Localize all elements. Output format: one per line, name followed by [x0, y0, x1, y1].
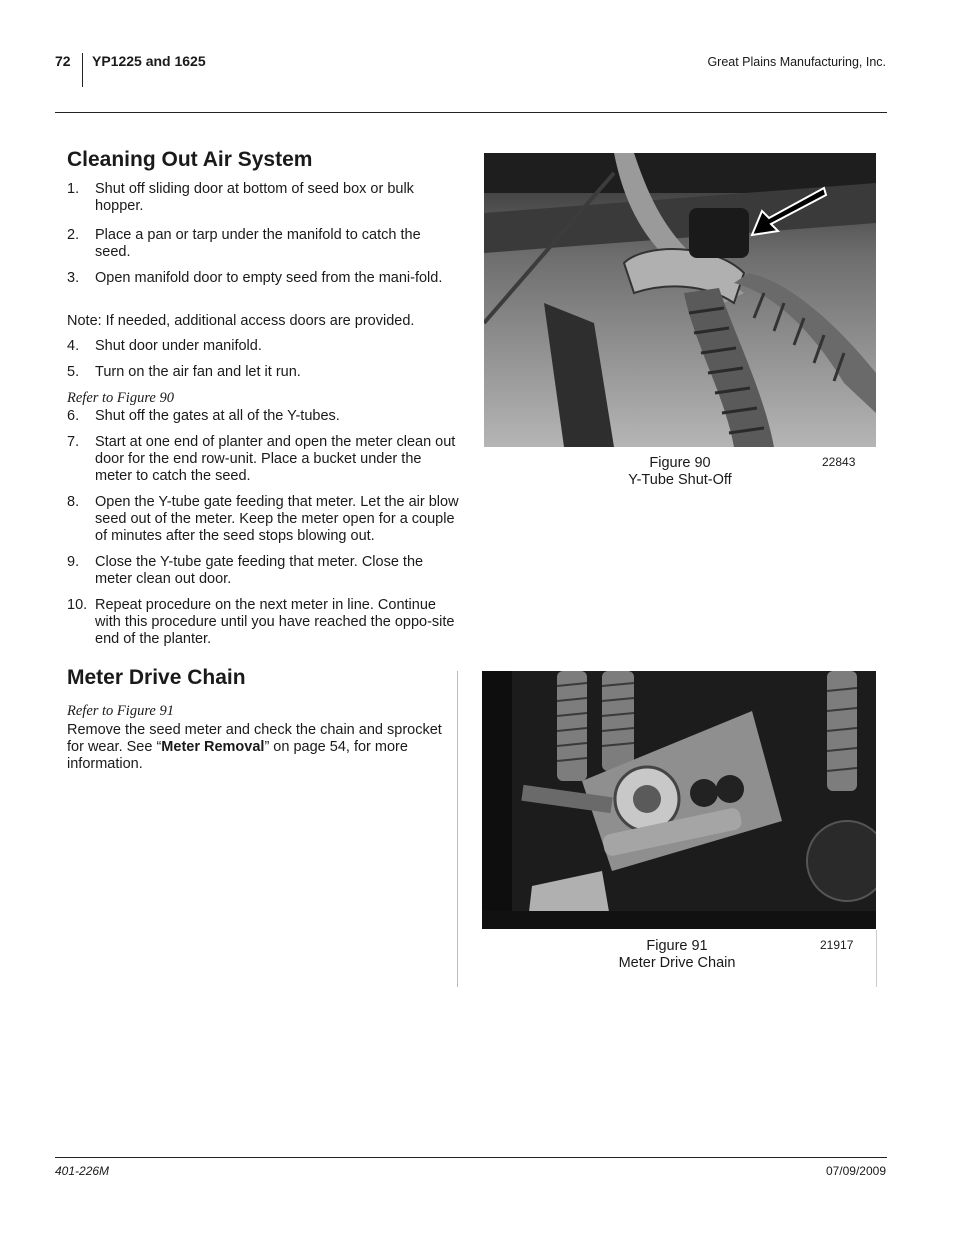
list-item — [67, 227, 459, 261]
list-item — [67, 554, 459, 588]
step-text: Shut off the gates at all of the Y-tubes. — [95, 408, 340, 424]
list-item — [67, 597, 459, 648]
figure-90-label: Figure 90 — [649, 455, 711, 471]
step-text: Place a pan or tarp under the manifold to catch the seed. — [95, 227, 421, 260]
step-number: 5. — [67, 364, 80, 380]
step-number: 1. — [67, 181, 80, 197]
step-number: 3. — [67, 270, 80, 286]
figure-91-number: 21917 — [820, 938, 854, 952]
body-paragraph — [67, 722, 457, 773]
footer-rule — [55, 1157, 887, 1158]
body-text-start: Remove the seed meter and check the chain and sprocket for wear. See “ — [67, 722, 442, 755]
step-number: 6. — [67, 408, 80, 424]
model-title: YP1225 and 1625 — [92, 53, 206, 69]
section-title-meter-drive: Meter Drive Chain — [67, 666, 246, 689]
figure-90-number: 22843 — [822, 455, 856, 469]
section-title-cleaning: Cleaning Out Air System — [67, 148, 313, 171]
step-text: Shut door under manifold. — [95, 338, 262, 354]
step-number: 7. — [67, 434, 80, 450]
list-item — [67, 181, 459, 215]
figure-90-photo — [484, 153, 876, 447]
publication-date: 07/09/2009 — [825, 1164, 886, 1178]
figure-91-frame-left — [457, 671, 458, 987]
page-number: 72 — [55, 53, 71, 69]
step-text: Open manifold door to empty seed from the mani-fold. — [95, 270, 443, 286]
header-divider — [82, 53, 83, 87]
figure-reference: Refer to Figure 90 — [67, 390, 174, 406]
figure-91-caption: Meter Drive Chain — [618, 955, 736, 971]
step-text: Open the Y-tube gate feeding that meter. Let the air blow seed out of the meter. Keep the meter open for a couple of minutes after the seed stops blowing out. — [95, 494, 459, 544]
step-text: Turn on the air fan and let it run. — [95, 364, 301, 380]
list-item — [67, 408, 459, 425]
company-name: Great Plains Manufacturing, Inc. — [707, 55, 886, 69]
meter-removal-link-text: Meter Removal — [161, 739, 265, 755]
step-text: Start at one end of planter and open the meter clean out door for the end row-unit. Place a bucket under the meter to catch the seed. — [95, 434, 456, 484]
list-item — [67, 364, 459, 381]
step-text: Close the Y-tube gate feeding that meter. Close the meter clean out door. — [95, 554, 424, 587]
list-item — [67, 434, 459, 485]
step-number: 10. — [67, 597, 88, 613]
step-number: 8. — [67, 494, 80, 510]
figure-91-frame-right — [876, 930, 877, 987]
list-item — [67, 270, 459, 287]
step-number: 2. — [67, 227, 80, 243]
note-text: Note: If needed, additional access doors are provided. — [67, 313, 415, 329]
figure-90-caption: Y-Tube Shut-Off — [628, 472, 732, 488]
figure-91-label: Figure 91 — [646, 938, 708, 954]
step-number: 4. — [67, 338, 80, 354]
figure-91-photo — [482, 671, 876, 929]
step-text: Shut off sliding door at bottom of seed box or bulk hopper. — [95, 181, 414, 214]
body-text-end: ” on page 54, for more information. — [67, 739, 408, 772]
header-rule — [55, 112, 887, 113]
list-item — [67, 494, 459, 545]
list-item — [67, 338, 459, 355]
step-number: 9. — [67, 554, 80, 570]
document-number: 401-226M — [55, 1164, 110, 1178]
figure-reference: Refer to Figure 91 — [67, 703, 174, 719]
step-text: Repeat procedure on the next meter in line. Continue with this procedure until you have reached the oppo-site end of the planter. — [95, 597, 455, 647]
